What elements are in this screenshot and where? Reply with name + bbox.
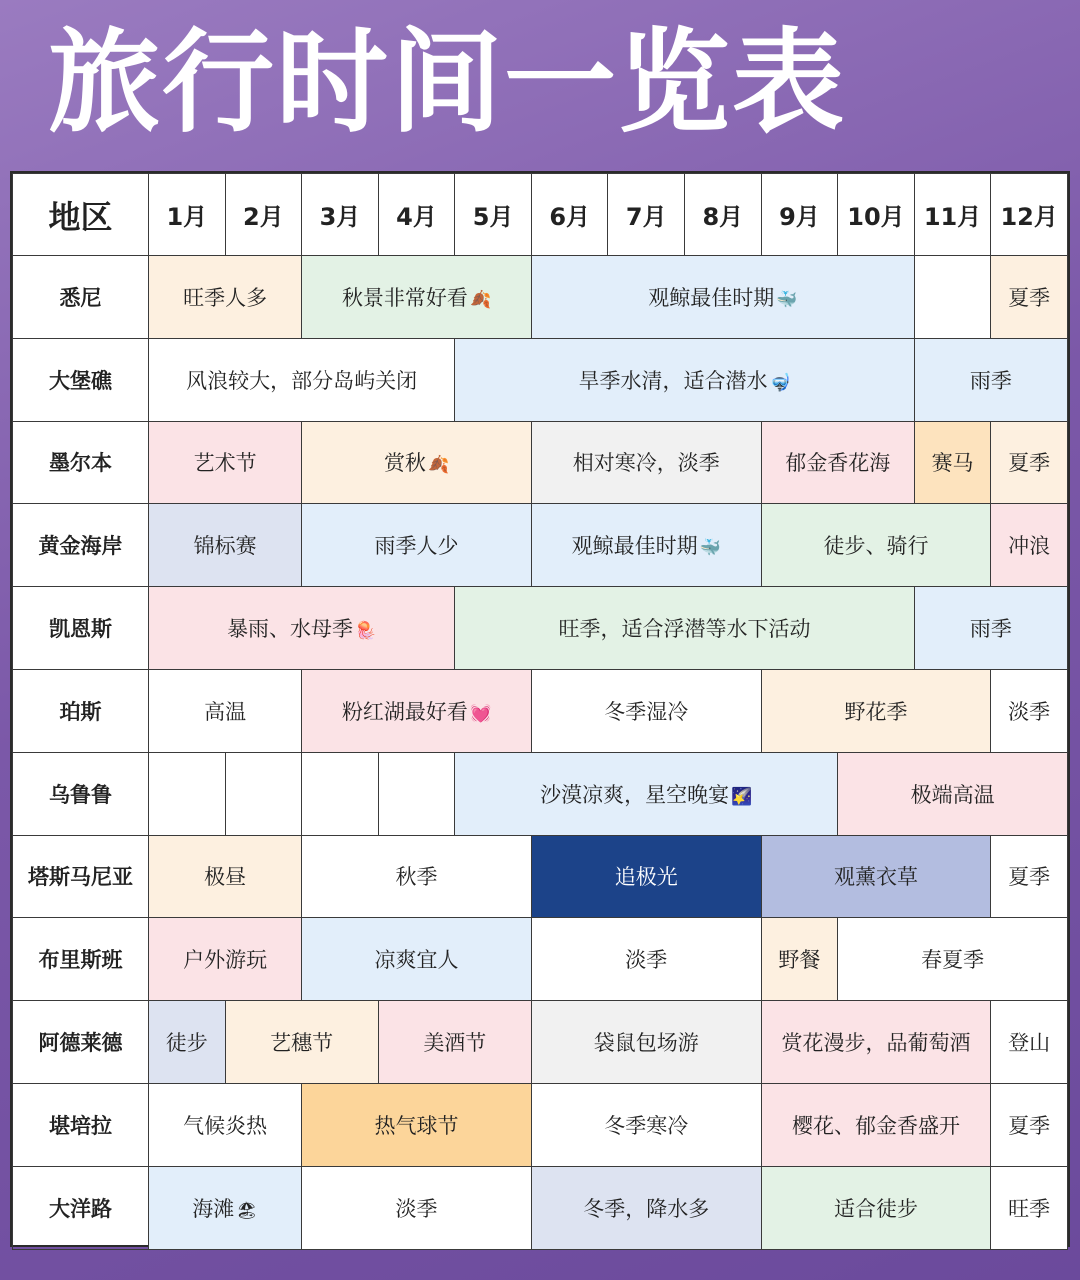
table-row bbox=[13, 835, 1068, 918]
page-title: 旅行时间一览表 bbox=[48, 18, 846, 148]
emoji-icon: 🐳 bbox=[699, 538, 721, 559]
activity-cell bbox=[531, 256, 914, 339]
month-header: 11月 bbox=[914, 174, 991, 256]
activity-cell bbox=[378, 1001, 531, 1084]
month-header: 2月 bbox=[225, 174, 302, 256]
activity-cell bbox=[761, 1166, 991, 1249]
activity-label: 夏季 bbox=[1008, 285, 1051, 310]
travel-schedule-table bbox=[10, 171, 1070, 1247]
activity-cell bbox=[531, 918, 761, 1001]
activity-cell bbox=[455, 752, 838, 835]
month-header: 9月 bbox=[761, 174, 838, 256]
table-row bbox=[13, 338, 1068, 421]
emoji-icon: 🏖 bbox=[236, 1200, 258, 1221]
activity-label: 淡季 bbox=[1008, 699, 1051, 724]
activity-label: 凉爽宜人 bbox=[374, 948, 459, 973]
region-name: 乌鲁鲁 bbox=[13, 752, 149, 835]
activity-cell bbox=[455, 587, 914, 670]
month-header: 5月 bbox=[455, 174, 532, 256]
activity-cell bbox=[761, 1001, 991, 1084]
activity-cell bbox=[531, 1083, 761, 1166]
activity-label: 野餐 bbox=[778, 948, 821, 973]
region-name: 黄金海岸 bbox=[13, 504, 149, 587]
activity-cell bbox=[531, 421, 761, 504]
emoji-icon: 🍂 bbox=[427, 455, 450, 476]
activity-label: 高温 bbox=[204, 699, 247, 724]
activity-label: 美酒节 bbox=[423, 1031, 487, 1056]
activity-label: 适合徒步 bbox=[833, 1196, 918, 1221]
activity-cell bbox=[302, 256, 532, 339]
activity-label: 粉红湖最好看 bbox=[341, 699, 468, 724]
activity-label: 极昼 bbox=[204, 865, 247, 890]
month-header: 7月 bbox=[608, 174, 685, 256]
activity-label: 旺季，适合浮潜等水下活动 bbox=[558, 617, 811, 642]
table-header-row bbox=[13, 174, 1068, 256]
activity-label: 旱季水清，适合潜水 bbox=[578, 368, 768, 393]
emoji-icon: 💓 bbox=[469, 703, 492, 724]
activity-cell bbox=[991, 1083, 1068, 1166]
activity-cell bbox=[302, 669, 532, 752]
month-header: 3月 bbox=[302, 174, 379, 256]
activity-cell bbox=[991, 421, 1068, 504]
emoji-icon: 🌠 bbox=[731, 786, 753, 807]
activity-cell bbox=[991, 256, 1068, 339]
activity-cell bbox=[761, 1083, 991, 1166]
activity-cell bbox=[302, 1166, 532, 1249]
activity-cell bbox=[149, 669, 302, 752]
activity-cell bbox=[991, 1001, 1068, 1084]
table-row bbox=[13, 752, 1068, 835]
table-row bbox=[13, 587, 1068, 670]
region-header: 地区 bbox=[13, 174, 149, 256]
activity-label: 登山 bbox=[1008, 1031, 1051, 1056]
emoji-icon: 🍂 bbox=[469, 289, 492, 310]
month-header: 6月 bbox=[531, 174, 608, 256]
activity-cell bbox=[761, 669, 991, 752]
activity-cell bbox=[302, 835, 532, 918]
table-row bbox=[13, 918, 1068, 1001]
activity-label: 夏季 bbox=[1008, 451, 1051, 476]
activity-label: 赏花漫步，品葡萄酒 bbox=[781, 1031, 971, 1056]
activity-cell bbox=[302, 504, 532, 587]
activity-cell bbox=[302, 752, 379, 835]
activity-cell bbox=[761, 421, 914, 504]
activity-cell bbox=[531, 1001, 761, 1084]
table-row bbox=[13, 669, 1068, 752]
activity-label: 旺季 bbox=[1008, 1196, 1051, 1221]
activity-cell bbox=[531, 1166, 761, 1249]
activity-label: 赏秋 bbox=[383, 451, 426, 476]
activity-label: 海滩 bbox=[192, 1196, 235, 1221]
region-name: 大堡礁 bbox=[13, 338, 149, 421]
activity-cell bbox=[225, 752, 302, 835]
activity-cell bbox=[838, 752, 1068, 835]
activity-cell bbox=[455, 338, 914, 421]
activity-label: 冬季寒冷 bbox=[604, 1113, 689, 1138]
month-header: 8月 bbox=[685, 174, 762, 256]
activity-cell bbox=[225, 1001, 378, 1084]
activity-cell bbox=[991, 669, 1068, 752]
activity-label: 气候炎热 bbox=[183, 1113, 268, 1138]
month-header: 4月 bbox=[378, 174, 455, 256]
table-row bbox=[13, 1083, 1068, 1166]
activity-cell bbox=[149, 587, 455, 670]
activity-cell bbox=[302, 421, 532, 504]
activity-cell bbox=[761, 835, 991, 918]
emoji-icon: 🤿 bbox=[769, 372, 791, 393]
activity-label: 户外游玩 bbox=[183, 948, 268, 973]
month-header: 1月 bbox=[149, 174, 226, 256]
region-name: 悉尼 bbox=[13, 256, 149, 339]
activity-label: 徒步、骑行 bbox=[823, 534, 929, 559]
month-header: 10月 bbox=[838, 174, 915, 256]
region-name: 阿德莱德 bbox=[13, 1001, 149, 1084]
region-name: 凯恩斯 bbox=[13, 587, 149, 670]
activity-label: 观鲸最佳时期 bbox=[648, 285, 775, 310]
table-row bbox=[13, 504, 1068, 587]
activity-label: 锦标赛 bbox=[193, 534, 257, 559]
activity-label: 观鲸最佳时期 bbox=[571, 534, 698, 559]
activity-label: 风浪较大，部分岛屿关闭 bbox=[186, 368, 418, 393]
month-header: 12月 bbox=[991, 174, 1068, 256]
activity-cell bbox=[302, 1083, 532, 1166]
region-name: 堪培拉 bbox=[13, 1083, 149, 1166]
activity-label: 淡季 bbox=[395, 1196, 438, 1221]
activity-label: 追极光 bbox=[614, 865, 678, 890]
region-name: 塔斯马尼亚 bbox=[13, 835, 149, 918]
region-name: 大洋路 bbox=[13, 1166, 149, 1249]
activity-label: 艺术节 bbox=[193, 451, 257, 476]
activity-label: 徒步 bbox=[165, 1031, 208, 1056]
activity-cell bbox=[761, 918, 838, 1001]
activity-cell bbox=[531, 669, 761, 752]
activity-label: 冬季，降水多 bbox=[583, 1196, 710, 1221]
activity-label: 淡季 bbox=[625, 948, 668, 973]
activity-label: 冬季湿冷 bbox=[604, 699, 689, 724]
activity-label: 热气球节 bbox=[374, 1113, 459, 1138]
activity-cell bbox=[149, 338, 455, 421]
activity-cell bbox=[991, 504, 1068, 587]
activity-label: 旺季人多 bbox=[183, 285, 268, 310]
region-name: 珀斯 bbox=[13, 669, 149, 752]
activity-cell bbox=[149, 256, 302, 339]
activity-cell bbox=[302, 918, 532, 1001]
region-name: 布里斯班 bbox=[13, 918, 149, 1001]
table-row bbox=[13, 256, 1068, 339]
activity-label: 赛马 bbox=[931, 451, 974, 476]
activity-label: 野花季 bbox=[844, 699, 908, 724]
activity-cell bbox=[991, 835, 1068, 918]
table-row bbox=[13, 1001, 1068, 1084]
activity-label: 袋鼠包场游 bbox=[593, 1031, 699, 1056]
activity-label: 夏季 bbox=[1008, 865, 1051, 890]
table-row bbox=[13, 421, 1068, 504]
activity-cell bbox=[149, 504, 302, 587]
activity-cell bbox=[378, 752, 455, 835]
activity-label: 雨季 bbox=[969, 368, 1012, 393]
activity-label: 雨季 bbox=[969, 617, 1012, 642]
activity-label: 春夏季 bbox=[921, 948, 985, 973]
activity-label: 秋景非常好看 bbox=[341, 285, 468, 310]
activity-label: 郁金香花海 bbox=[785, 451, 891, 476]
activity-label: 沙漠凉爽，星空晚宴 bbox=[540, 782, 730, 807]
activity-cell bbox=[149, 421, 302, 504]
activity-label: 极端高温 bbox=[910, 782, 995, 807]
activity-cell bbox=[149, 1001, 226, 1084]
activity-cell bbox=[149, 918, 302, 1001]
activity-cell bbox=[149, 752, 226, 835]
activity-cell bbox=[991, 1166, 1068, 1249]
activity-cell bbox=[838, 918, 1068, 1001]
activity-label: 观薰衣草 bbox=[833, 865, 918, 890]
activity-cell bbox=[149, 835, 302, 918]
activity-cell bbox=[914, 587, 1067, 670]
activity-cell bbox=[531, 504, 761, 587]
activity-cell bbox=[761, 504, 991, 587]
activity-cell bbox=[149, 1083, 302, 1166]
activity-label: 秋季 bbox=[395, 865, 438, 890]
activity-cell bbox=[149, 1166, 302, 1249]
activity-label: 冲浪 bbox=[1008, 534, 1051, 559]
activity-label: 艺穗节 bbox=[270, 1031, 334, 1056]
schedule-grid bbox=[12, 173, 1068, 1250]
activity-cell bbox=[531, 835, 761, 918]
table-row bbox=[13, 1166, 1068, 1249]
emoji-icon: 🪼 bbox=[355, 621, 377, 642]
emoji-icon: 🐳 bbox=[776, 289, 798, 310]
activity-label: 雨季人少 bbox=[374, 534, 459, 559]
activity-label: 夏季 bbox=[1008, 1113, 1051, 1138]
activity-cell bbox=[914, 338, 1067, 421]
activity-cell bbox=[914, 421, 991, 504]
activity-label: 樱花、郁金香盛开 bbox=[791, 1113, 960, 1138]
region-name: 墨尔本 bbox=[13, 421, 149, 504]
activity-cell bbox=[914, 256, 991, 339]
activity-label: 暴雨、水母季 bbox=[227, 617, 354, 642]
activity-label: 相对寒冷，淡季 bbox=[572, 451, 720, 476]
